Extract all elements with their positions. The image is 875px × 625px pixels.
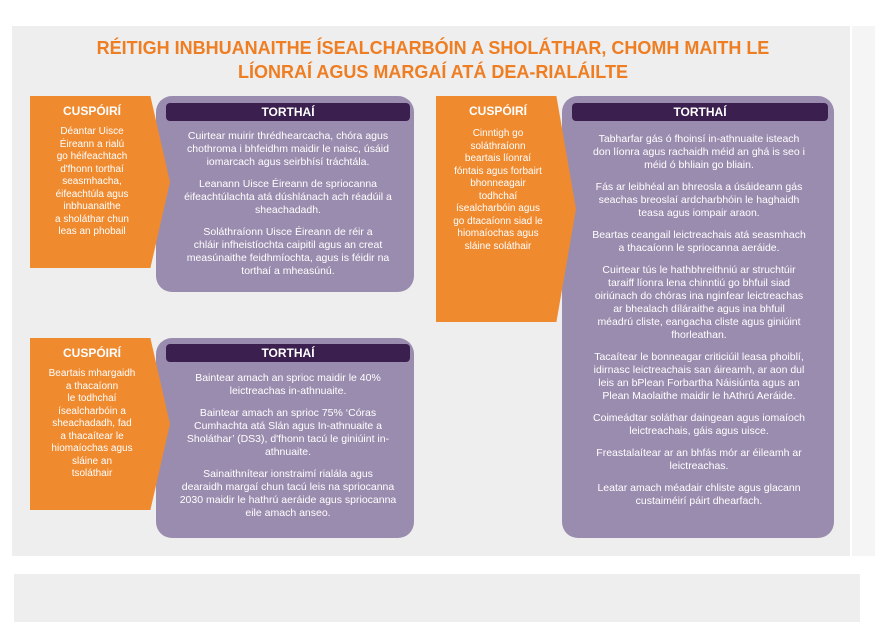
text-line: soláthraíonn (470, 140, 526, 152)
text-line: Beartais mhargaidh (48, 368, 136, 379)
text-line: bhonneagair (470, 178, 526, 189)
text-line: fóntais agus forbairt (454, 165, 542, 177)
torthai-item (166, 226, 410, 278)
text-line: méid ó bhliain go bliain. (644, 159, 754, 171)
text-line: 2030 maidir le hathrú aeráide agus spriocanna (179, 494, 397, 506)
page-title (40, 36, 826, 84)
text-line: ar bhealach díláraithe agus ina bhfuil (613, 303, 785, 315)
text-line: beartais líonraí (464, 153, 532, 164)
text-line: sláine an (71, 455, 113, 467)
text-line: Freastalaítear ar an bhfás mór ar éileamh ar (596, 447, 802, 459)
cuspoiri-label-2: CUSPÓIRÍ (62, 346, 121, 360)
text-line: d'fhonn torthaí (60, 163, 124, 175)
text-line: taraiff líonra lena chinntiú go bhfuil siad (608, 277, 790, 289)
torthai-item (166, 372, 410, 398)
text-line: méadrú cliste, eangacha cliste agus giniúint (597, 316, 801, 328)
torthai-item (570, 264, 828, 342)
text-line: Sholáthar’ (DS3), d'fhonn tacú le giniúint in- (186, 433, 390, 445)
torthai-item (166, 407, 410, 459)
text-line: seasmhacha, (62, 176, 122, 187)
torthai-item (570, 229, 828, 255)
text-line: custaiméirí páirt dhearfach. (635, 495, 763, 507)
text-line: tsoláthair (71, 468, 113, 479)
torthai-item (570, 133, 828, 172)
text-line: leictreachais, gáis agus uisce. (629, 425, 769, 437)
torthai-item (166, 178, 410, 217)
text-line: Tabharfar gás ó fhoinsí in-athnuaite isteach (598, 133, 800, 145)
text-line: a thacaíonn le spriocanna aeráide. (618, 242, 780, 254)
torthai-header-1: TORTHAÍ (166, 103, 410, 121)
title-line-2: LÍONRAÍ AGUS MARGAÍ ATÁ DEA-RIALÁILTE (238, 62, 628, 82)
text-line: Beartas ceangail leictreachais atá seasmhach (592, 229, 806, 241)
text-line: oiriúnach do chóras ina nginfear leictreachas (594, 290, 804, 302)
text-line: leictreachas. (669, 460, 729, 472)
text-line: leas an phobail (58, 226, 126, 237)
text-line: Cuirtear tús le hathbhreithniú ar struchtúir (602, 264, 796, 276)
torthai-item (570, 447, 828, 473)
text-line: leictreachas in-athnuaite. (229, 385, 347, 397)
cuspoiri-text-2 (36, 368, 148, 481)
bottom-strip (14, 574, 860, 622)
text-line: chláir infheistíochta caipitil agus an creat (193, 239, 383, 251)
torthai-item (570, 181, 828, 220)
text-line: teasa agus iompair araon. (638, 207, 760, 219)
torthai-item (166, 130, 410, 169)
text-line: torthaí a mheasúnú. (241, 265, 335, 277)
text-line: todhchaí (478, 190, 518, 202)
text-line: ísealcharbóin a (58, 405, 126, 417)
text-line: Éireann a rialú (59, 138, 125, 150)
text-line: seachas breoslaí ardcharbhóin le haghaidh (598, 194, 800, 206)
text-line: Leanann Uisce Éireann de spriocanna (198, 178, 378, 190)
text-line: hiomaíochas agus (457, 228, 539, 239)
text-line: éifeachtúlachta atá dúshlánach ach réadúil a (184, 191, 392, 203)
text-line: le todhchaí (67, 393, 117, 404)
torthai-item (166, 468, 410, 520)
text-line: eile amach anseo. (245, 507, 331, 519)
text-line: sláine soláthair (464, 240, 532, 252)
text-line: ísealcharbóin agus (456, 203, 540, 214)
text-line: a thacaíonn (65, 380, 119, 392)
right-edge-panel (852, 26, 875, 556)
text-line: Fás ar leibhéal an bhreosla a úsáideann gás (595, 181, 803, 193)
text-line: chothroma i bhfeidhm maidir le naisc, úsáid (187, 143, 389, 155)
torthai-header-3: TORTHAÍ (572, 103, 828, 121)
cuspoiri-text-3 (440, 128, 556, 253)
text-line: Leatar amach méadair chliste agus glacann (597, 482, 801, 494)
text-line: Tacaítear le bonneagar criticiúil leasa phoiblí, (594, 351, 804, 363)
text-line: Coimeádtar soláthar daingean agus iomaíoch (593, 412, 805, 424)
text-line: sheachadadh. (255, 204, 321, 216)
text-line: leis an bPlean Forbartha Náisiúnta agus an (598, 377, 800, 389)
text-line: dearaidh margaí chun tacú leis na spriocanna (181, 481, 395, 493)
text-line: Déantar Uisce (60, 126, 124, 137)
text-line: idirnasc leictreachais san áireamh, ar aon dul (593, 364, 805, 376)
text-line: iomarcach agus seirbhísí tráchtála. (206, 156, 370, 168)
text-line: Baintear amach an sprioc 75% ‘Córas (199, 407, 377, 419)
text-line: don líonra agus rachaidh méid an ghá is seo i (593, 146, 805, 158)
text-line: Plean Maolaithe maidir le hAthrú Aeráide. (602, 390, 796, 402)
torthai-body-3 (570, 133, 828, 517)
torthai-item (570, 482, 828, 508)
text-line: go dtacaíonn siad le (453, 215, 543, 227)
text-line: Baintear amach an sprioc maidir le 40% (195, 372, 381, 384)
text-line: Sainaithnítear ionstraimí rialála agus (203, 468, 373, 480)
text-line: Cuirtear muirir thrédhearcacha, chóra agus (187, 130, 389, 142)
cuspoiri-text-1 (36, 126, 148, 239)
text-line: go héifeachtach (56, 151, 128, 162)
text-line: a sholáthar chun (55, 213, 129, 225)
torthai-item (570, 412, 828, 438)
torthai-body-2 (166, 372, 410, 529)
torthai-item (570, 351, 828, 403)
text-line: athnuaite. (264, 446, 312, 458)
text-line: hiomaíochas agus (51, 443, 133, 454)
text-line: sheachadadh, fad (52, 418, 132, 429)
text-line: Cumhachta atá Slán agus In-athnuaite a (194, 420, 382, 432)
text-line: inbhuanaithe (63, 201, 121, 212)
cuspoiri-label-3: CUSPÓIRÍ (468, 104, 527, 118)
text-line: Cinntigh go (472, 128, 524, 139)
text-line: Soláthraíonn Uisce Éireann de réir a (203, 226, 373, 238)
cuspoiri-label-1: CUSPÓIRÍ (62, 104, 121, 118)
torthai-header-2: TORTHAÍ (166, 344, 410, 362)
text-line: a thacaítear le (60, 430, 124, 442)
text-line: éifeachtúla agus (55, 188, 129, 200)
text-line: fhorleathan. (671, 329, 727, 341)
title-line-1: RÉITIGH INBHUANAITHE ÍSEALCHARBÓIN A SHOLÁTHAR, CHOMH MAITH LE (96, 38, 770, 58)
text-line: measúnaithe feidhmíochta, agus is féidir na (186, 252, 390, 264)
torthai-body-1 (166, 130, 410, 287)
